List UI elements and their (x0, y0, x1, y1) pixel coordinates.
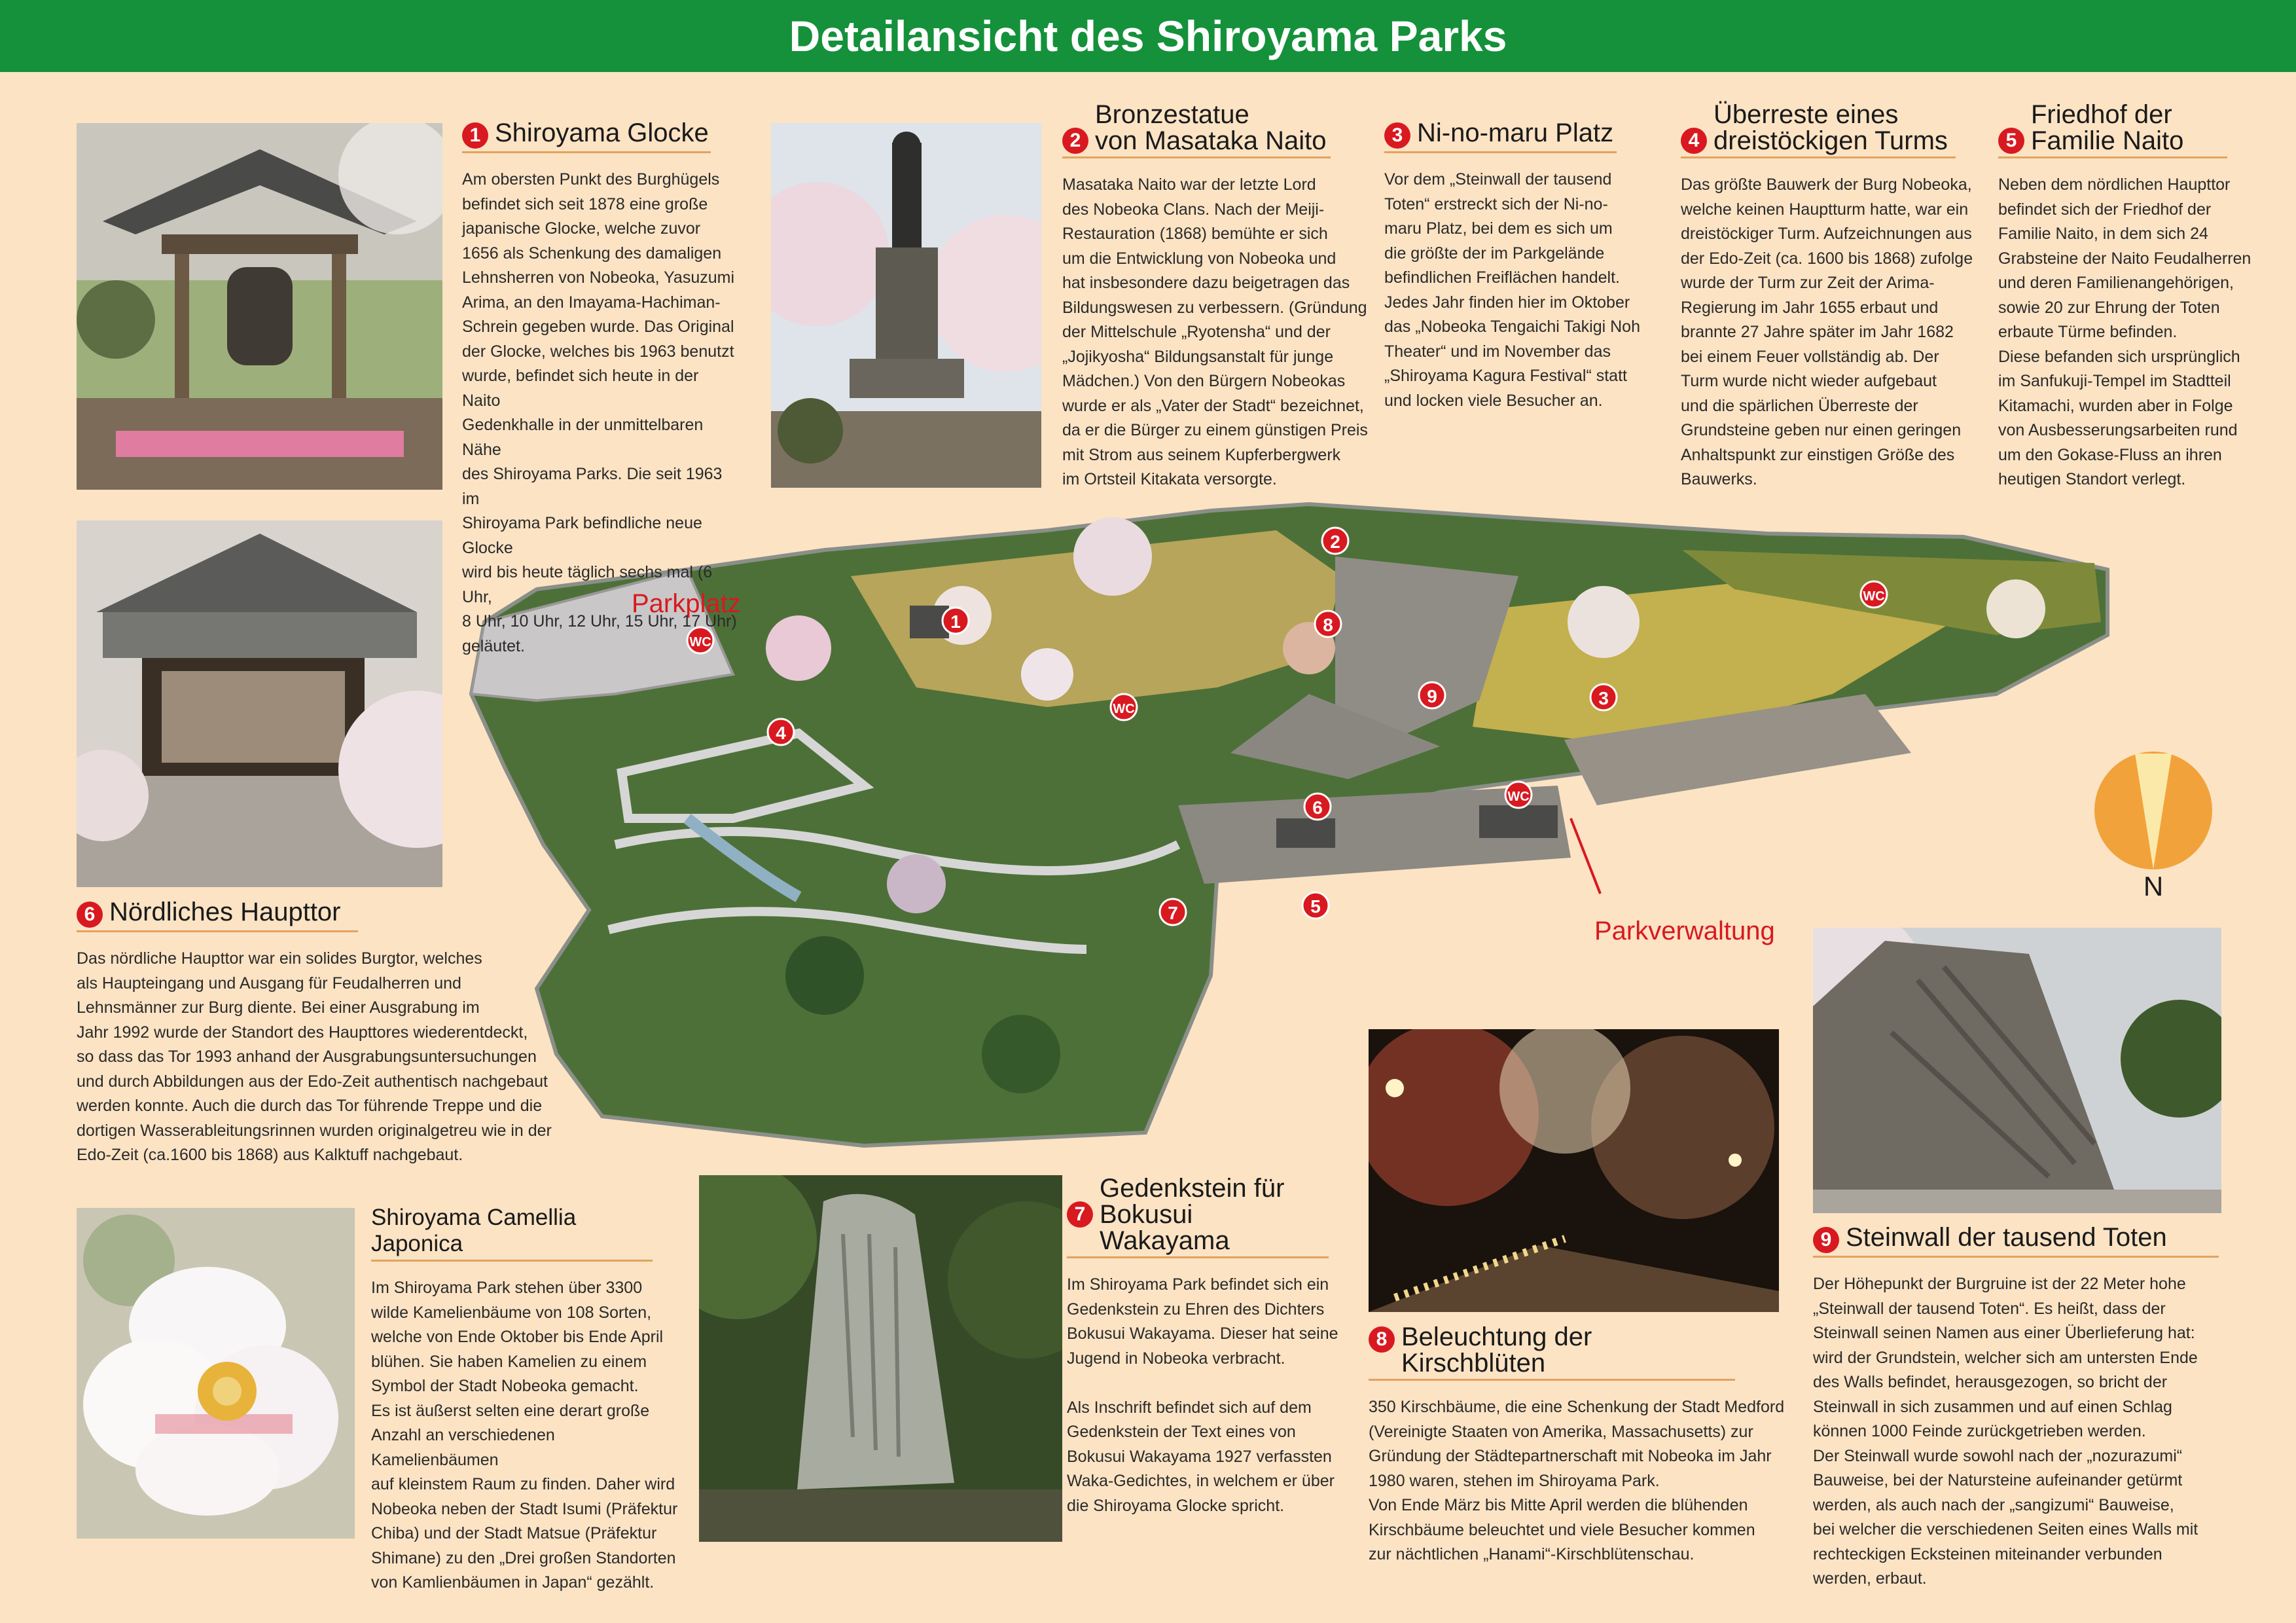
map-marker-4 (768, 719, 794, 745)
section-text: Das nördliche Haupttor war ein solides Burgtor, welches als Haupteingang und Ausgang für Feudalherren und Lehnsmänner zur Burg diente. Bei einer Ausgrabung im Jahr 1992 wurde der Standort des Haupttores wiederentdeckt, so dass das Tor 1993 anhand der Ausgrabungsuntersuchungen und durch Abbildungen aus der Edo-Zeit authentisch nachgebaut werden konnte. Auch die durch das Tor führende Treppe und die dortigen Wasserableitungsrinnen wurden originalgetreu wie in der Edo-Zeit (ca.1600 bis 1868) aus Kalktuff nachgebaut. (77, 949, 552, 1164)
svg-text:WC: WC (1507, 790, 1530, 804)
section-title: Shiroyama Camellia Japonica (371, 1205, 577, 1256)
svg-text:WC: WC (1113, 702, 1135, 716)
svg-text:8: 8 (1323, 615, 1333, 635)
parking-label: Parkplatz (632, 589, 741, 618)
section-text: Das größte Bauwerk der Burg Nobeoka, welche keinen Hauptturm hatte, war ein dreistöckiger Turm. Aufzeichnungen aus der Edo-Zeit (ca. 1600 bis 1868) zufolge wurde der Turm zur Zeit der Arima- Regierung im Jahr 1655 erbaut und brannte 27 Jahre später im Jahr 1682 bei einem Feuer vollständig ab. Der Turm wurde nicht wieder aufgebaut und die spärlichen Überreste der Grundsteine geben nur einen geringen Anhaltspunkt zur einstigen Größe des Bauwerks. (1681, 175, 1973, 488)
section-bronze-statue (1062, 101, 1376, 492)
park-administration-label: Parkverwaltung (1594, 917, 1775, 945)
title-banner (0, 0, 2296, 72)
section-camellia (371, 1205, 685, 1596)
section-naito-cemetery (1998, 101, 2273, 492)
section-title: Steinwall der tausend Toten (1846, 1223, 2167, 1252)
section-heading (1813, 1224, 2219, 1258)
map-marker-8 (1315, 611, 1341, 637)
north-gate-photo (77, 520, 442, 887)
section-title: Shiroyama Glocke (495, 119, 709, 147)
section-number-badge: 8 (1369, 1326, 1395, 1353)
section-text: Masataka Naito war der letzte Lord des Nobeoka Clans. Nach der Meiji- Restauration (1868) bemühte er sich um die Entwicklung von Nobeoka und hat insbesondere dazu beigetragen das Bildungswesen zu verbessern. (Gründung der Mittelschule „Ryotensha“ und der „Jojikyosha“ Bildungsanstalt für junge Mädchen.) Von den Bürgern Nobeokas wurde er als „Vater der Stadt“ bezeichnet, da er die Bürger zu einem günstigen Preis mit Strom aus seinem Kupferbergwerk im Ortsteil Kitakata versorgte. (1062, 175, 1368, 488)
section-text: Am obersten Punkt des Burghügels befindet sich seit 1878 eine große japanische Glocke, welche zuvor 1656 als Schenkung des damaligen Lehnsherren von Nobeoka, Yasuzumi Arima, an den Imayama-Hachiman- Schrein gegeben wurde. Das Original der Glocke, welches bis 1963 benutzt wurde, befindet sich heute in der Naito Gedenkhalle in der unmittelbaren Nähe des Shiroyama Parks. Die seit 1963 im Shiroyama Park befindliche neue Glocke wird bis heute täglich sechs mal (6 Uhr, 8 Uhr, 10 Uhr, 12 Uhr, 15 Uhr, 17 Uhr) geläutet. (462, 170, 737, 655)
svg-text:WC: WC (689, 635, 711, 649)
section-heading (462, 120, 711, 153)
section-number-badge: 7 (1067, 1201, 1093, 1228)
section-heading (1067, 1175, 1329, 1258)
svg-text:7: 7 (1168, 903, 1178, 923)
section-title: Friedhof der Familie Naito (2031, 100, 2184, 155)
svg-text:9: 9 (1427, 686, 1437, 706)
section-ni-no-maru (1384, 120, 1646, 413)
wc-marker (1861, 581, 1887, 608)
map-marker-9 (1419, 682, 1445, 708)
section-number-badge: 5 (1998, 128, 2024, 154)
section-text: Vor dem „Steinwall der tausend Toten“ erstreckt sich der Ni-no- maru Platz, bei dem es sich um die größte der im Parkgelände befindlichen Freiflächen handelt. Jedes Jahr finden hier im Oktober das „Nobeoka Tengaichi Takigi Noh Theater“ und im November das „Shiroyama Kagura Festival“ statt und locken viele Besucher an. (1384, 170, 1640, 410)
svg-text:WC: WC (1863, 589, 1885, 604)
section-number-badge: 9 (1813, 1227, 1839, 1253)
section-heading (1681, 101, 1956, 158)
section-number-badge: 6 (77, 902, 103, 928)
svg-text:5: 5 (1310, 896, 1321, 917)
section-number-badge: 4 (1681, 128, 1707, 154)
section-title: Nördliches Haupttor (109, 898, 341, 926)
svg-text:6: 6 (1312, 797, 1323, 818)
section-number-badge: 2 (1062, 128, 1088, 154)
statue-photo (771, 123, 1041, 488)
section-text: Der Höhepunkt der Burgruine ist der 22 Meter hohe „Steinwall der tausend Toten“. Es heißt, dass der Steinwall seinen Namen aus einer Überlieferung hat: wird der Grundstein, welcher sich am untersten Ende des Walls befindet, herausgezogen, so bricht der Steinwall in sich zusammen und auf einen Schlag können 1000 Feinde zurückgetrieben werden. Der Steinwall wurde sowohl nach der „nozurazumi“ Bauweise, bei der Natursteine aufeinander getürmt werden, als auch nach der „sangizumi“ Bauweise, bei welcher die verschiedenen Seiten eines Walls mit rechteckigen Ecksteinen miteinander verbunden werden, erbaut. (1813, 1275, 2198, 1588)
section-heading (371, 1205, 653, 1262)
compass-north-label: N (2143, 871, 2164, 899)
map-marker-7 (1160, 899, 1186, 925)
bell-tower-photo (77, 123, 442, 490)
section-memorial-stone (1067, 1175, 1355, 1518)
section-title: Überreste eines dreistöckigen Turms (1713, 100, 1948, 155)
section-stone-wall (1813, 1224, 2232, 1592)
section-title: Beleuchtung der Kirschblüten (1401, 1322, 1592, 1377)
section-text: Im Shiroyama Park stehen über 3300 wilde Kamelienbäume von 108 Sorten, welche von Ende Oktober bis Ende April blühen. Sie haben Kamelien zu einem Symbol der Stadt Nobeoka gemacht. Es ist äußerst selten eine derart große Anzahl an verschiedenen Kamelienbäumen auf kleinstem Raum zu finden. Daher wird Nobeoka neben der Stadt Isumi (Präfektur Chiba) und der Stadt Matsue (Präfektur Shimane) zu den „Drei großen Standorten von Kamlienbäumen in Japan“ gezählt. (371, 1279, 678, 1592)
map-marker-6 (1304, 793, 1331, 820)
page-title: Detailansicht des Shiroyama Parks (789, 12, 1507, 60)
camellia-photo (77, 1208, 355, 1539)
svg-text:2: 2 (1330, 532, 1340, 552)
section-number-badge: 3 (1384, 122, 1410, 149)
section-number-badge: 1 (462, 122, 488, 149)
section-title: Gedenkstein für Bokusui Wakayama (1100, 1174, 1285, 1255)
map-marker-2 (1322, 528, 1348, 554)
section-title: Bronzestatue von Masataka Naito (1095, 100, 1327, 155)
section-shiroyama-bell (462, 120, 737, 659)
wc-marker (1111, 694, 1137, 720)
svg-text:4: 4 (776, 723, 786, 743)
svg-text:3: 3 (1598, 688, 1609, 708)
section-heading (1384, 120, 1617, 153)
section-heading (77, 899, 358, 932)
section-north-main-gate (77, 899, 574, 1168)
section-three-story-tower (1681, 101, 1988, 492)
section-title: Ni-no-maru Platz (1417, 119, 1614, 147)
section-text: Im Shiroyama Park befindet sich ein Gedenkstein zu Ehren des Dichters Bokusui Wakayama. Dieser hat seine Jugend in Nobeoka verbracht. Als Inschrift befindet sich auf dem Gedenkstein der Text eines von Bokusui Wakayama 1927 verfassten Waka-Gedichtes, in welchem er über die Shiroyama Glocke spricht. (1067, 1275, 1338, 1515)
compass (2088, 748, 2219, 899)
section-cherry-illumination (1369, 1324, 1787, 1567)
map-marker-3 (1590, 684, 1617, 710)
map-marker-1 (942, 608, 969, 634)
section-text: Neben dem nördlichen Haupttor befindet sich der Friedhof der Familie Naito, in dem sich 24 Grabsteine der Naito Feudalherren und deren Familienangehörigen, sowie 20 zur Ehrung der Toten erbaute Türme befinden. Diese befanden sich ursprünglich im Sanfukuji-Tempel im Stadtteil Kitamachi, wurden aber in Folge von Ausbesserungsarbeiten rund um den Gokase-Fluss an ihren heutigen Standort verlegt. (1998, 175, 2251, 488)
section-heading (1369, 1324, 1735, 1381)
map-marker-5 (1302, 892, 1329, 919)
section-text: 350 Kirschbäume, die eine Schenkung der Stadt Medford (Vereinigte Staaten von Amerika, Massachusetts) zur Gründung der Städtepartnerschaft mit Nobeoka im Jahr 1980 waren, stehen im Shiroyama Park. Von Ende März bis Mitte April werden die blühenden Kirschbäume beleuchtet und viele Besucher kommen zur nächtlichen „Hanami“-Kirschblütenschau. (1369, 1398, 1785, 1563)
memorial-stone-photo (699, 1175, 1062, 1542)
svg-text:1: 1 (950, 611, 961, 632)
wc-marker (1505, 782, 1532, 808)
section-heading (1998, 101, 2227, 158)
section-heading (1062, 101, 1331, 158)
